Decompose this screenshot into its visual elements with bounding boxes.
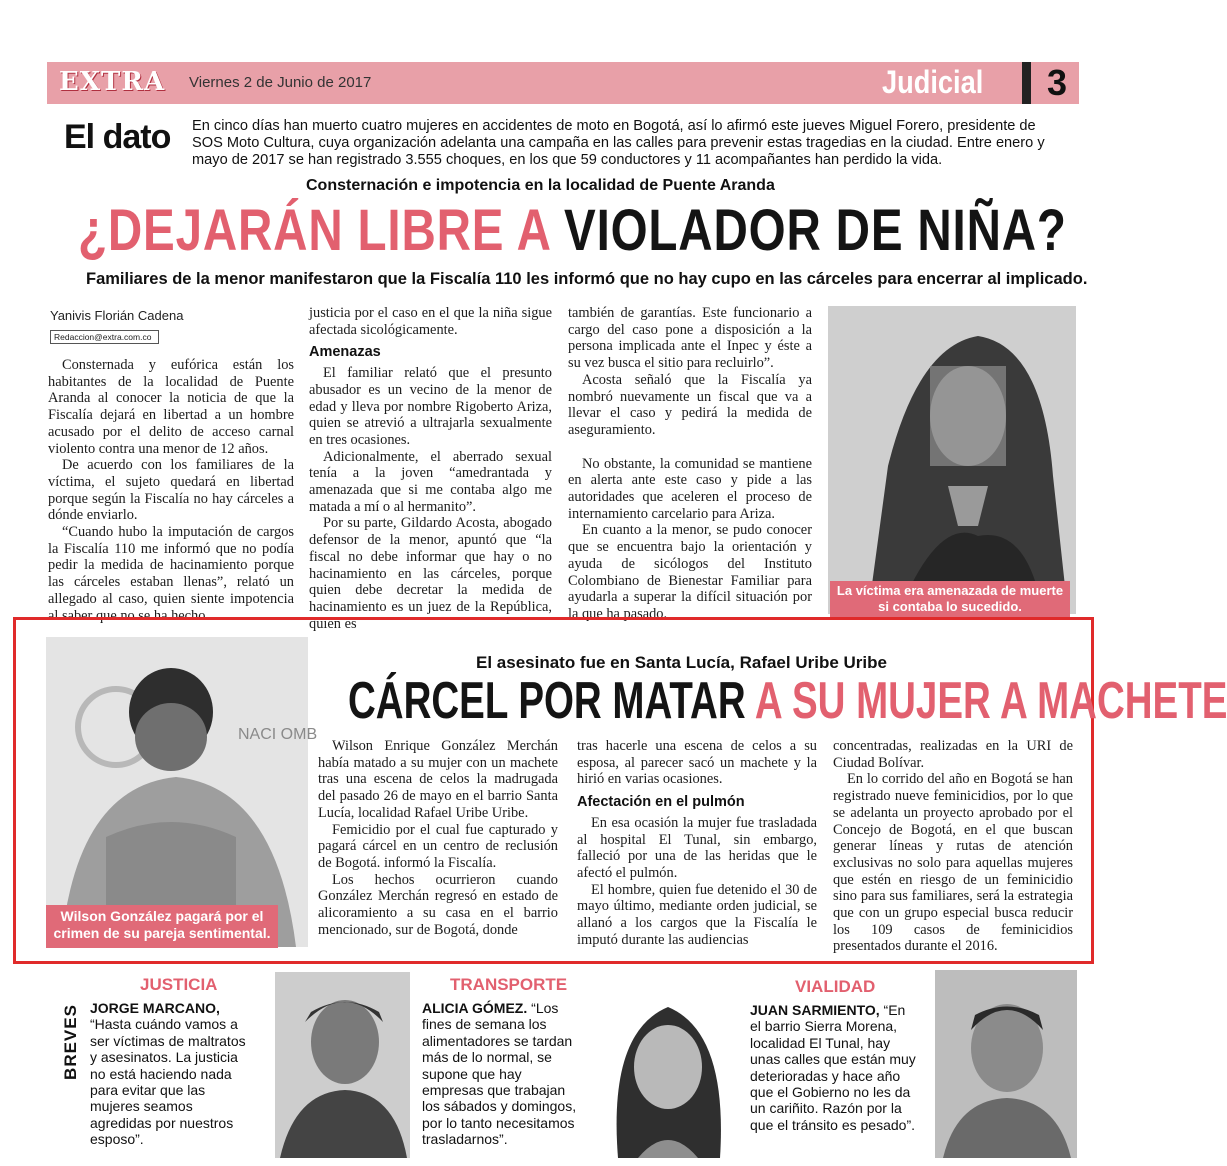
story2-headline bbox=[348, 668, 1227, 734]
breve-item-3: JUAN SARMIENTO, “En el barrio Sierra Morena, localidad El Tunal, hay unas calles que están muy deterioradas y hace año que el Gobierno no les da un cariñito. Razón por la que el tránsito es pesado”. bbox=[750, 1002, 916, 1133]
paragraph: En lo corrido del año en Bogotá se han registrado nueve feminicidios, por lo que se adelanta un proyecto aprobado por el Concejo de Bogotá, en el que buscan generar líneas y rutas de atención exclusivas no solo para aquellas mujeres que estén en riesgo de un feminicidio sino para sus familiares, será la estrategia que con un grupo especial busca reducir los 109 casos de feminicidios presentados durante el 2016. bbox=[833, 771, 1073, 955]
story1-column-2 bbox=[309, 305, 552, 632]
dato-label: El dato bbox=[64, 118, 171, 156]
breve-item-2: ALICIA GÓMEZ. “Los fines de semana los alimentadores se tardan más de lo normal, se supone que hay empresas que trabajan los sábados y domingos, por lo tanto necesitamos trasladarnos”. bbox=[422, 1000, 577, 1148]
photo-wall-sign: NACI OMB bbox=[238, 726, 318, 743]
paragraph: justicia por el caso en el que la niña sigue afectada sicológicamente. bbox=[309, 305, 552, 338]
paragraph: En esa ocasión la mujer fue trasladada al hospital El Tunal, sin embargo, falleció por una de las heridas que le afectó el pulmón. bbox=[577, 814, 817, 881]
paragraph: también de garantías. Este funcionario a cargo del caso pone a disposición a la persona implicada ante el Inpec y éste a su vez busca el sitio para recluirlo”. bbox=[568, 305, 812, 372]
paragraph: Acosta señaló que la Fiscalía ya nombró nuevamente un fiscal que va a llevar el caso y pedirá la medida de aseguramiento. bbox=[568, 371, 812, 438]
breve-photo-1 bbox=[275, 972, 410, 1158]
breve-photo-2 bbox=[598, 972, 738, 1158]
paragraph: El familiar relató que el presunto abusador es un vecino de la menor de edad y lleva por nombre Rigoberto Ariza, quien se atrevió a ultrajarla sexualmente en tres ocasiones. bbox=[309, 365, 552, 448]
story1-headline bbox=[78, 196, 1067, 266]
breve-name: ALICIA GÓMEZ bbox=[422, 1000, 524, 1016]
paragraph: Los hechos ocurrieron cuando González Merchán regresó en estado de alicoramiento a su casa en el barrio mencionado, sur de Bogotá, donde bbox=[318, 871, 558, 938]
section-title: Judicial bbox=[882, 64, 984, 100]
paragraph: Por su parte, Gildardo Acosta, abogado defensor de la menor, apuntó que “la fiscal no debe informar que hay o no hacinamiento en las cárceles, porque quien debe decretar la medida de hacinamiento es un juez de la República, quien es bbox=[309, 515, 552, 632]
suspect-photo bbox=[46, 637, 318, 947]
victim-photo-illustration bbox=[828, 306, 1076, 614]
paragraph: De acuerdo con los familiares de la víctima, el sujeto quedará en libertad porque según la Fiscalía no hay cárceles a dónde enviarlo. bbox=[48, 457, 294, 524]
newspaper-logo: EXTRA bbox=[59, 67, 166, 97]
header-divider bbox=[1022, 62, 1031, 104]
breve-section-vialidad: VIALIDAD bbox=[795, 977, 876, 996]
issue-date: Viernes 2 de Junio de 2017 bbox=[189, 74, 372, 91]
breve-quote: “Hasta cuándo vamos a ser víctimas de maltratos y asesinatos. La justicia no está haciendo nada para evitar que las mujeres seamos agredidas por nuestros esposo”. bbox=[90, 1016, 246, 1148]
story1-headline-part2: VIOLADOR DE NIÑA? bbox=[564, 198, 1067, 263]
story2-column-2 bbox=[577, 738, 817, 953]
breve-photo-3 bbox=[935, 970, 1077, 1158]
breve-name: JUAN SARMIENTO bbox=[750, 1002, 876, 1018]
breves-label bbox=[47, 972, 80, 1158]
story2-column-3 bbox=[833, 738, 1073, 953]
paragraph: No obstante, la comunidad se mantiene en alerta ante este caso y pide a las autoridades que aceleren el proceso de internamiento carcelario para Ariza. bbox=[568, 455, 812, 522]
subhead: Amenazas bbox=[309, 344, 381, 361]
story1-column-3 bbox=[568, 305, 812, 621]
paragraph: Adicionalmente, el aberrado sexual tenía a la joven “amedrantada y amenazada que si me contaba algo me matada a mí o al hermanito”. bbox=[309, 448, 552, 515]
page-header bbox=[47, 62, 1079, 104]
story2-column-1 bbox=[318, 738, 558, 953]
story2-headline-part1: CÁRCEL POR MATAR bbox=[348, 672, 746, 730]
suspect-photo-caption: Wilson González pagará por el crimen de su pareja sentimental. bbox=[46, 905, 278, 948]
byline: Yanivis Florián Cadena bbox=[50, 308, 184, 323]
paragraph: Consternada y eufórica están los habitantes de la localidad de Puente Aranda al conocer la noticia de que la Fiscalía dejará en libertad a un hombre acusado por el delito de acceso carnal violento contra una menor de 12 años. bbox=[48, 357, 294, 457]
breve-photo-1-illustration bbox=[275, 972, 410, 1158]
suspect-photo-illustration bbox=[46, 637, 318, 947]
breve-section-justicia: JUSTICIA bbox=[140, 975, 218, 994]
story1-headline-part1: ¿DEJARÁN LIBRE A bbox=[78, 198, 550, 263]
victim-photo bbox=[828, 306, 1076, 614]
breve-quote: “En el barrio Sierra Morena, localidad El Tunal, hay unas calles que están muy deterioradas y hace año que el Gobierno no les da un cariñito. Razón por la que el tránsito es pesado”. bbox=[750, 1002, 916, 1133]
dato-text: En cinco días han muerto cuatro mujeres en accidentes de moto en Bogotá, así lo afirmó este jueves Miguel Forero, presidente de SOS Moto Cultura, cuya organización adelanta una campaña en las calles para prevenir estas tragedias en la ciudad. Entre enero y mayo de 2017 se han registrado 3.555 choques, en los que 59 conductores y 11 acompañantes han perdido la vida. bbox=[192, 118, 1045, 168]
page-number: 3 bbox=[1047, 62, 1068, 103]
story1-column-1 bbox=[48, 357, 294, 624]
breve-quote: “Los fines de semana los alimentadores se tardan más de lo normal, se supone que hay empresas que trabajan los sábados y domingos, por lo tanto necesitamos trasladarnos”. bbox=[422, 1000, 577, 1148]
victim-photo-caption: La víctima era amenazada de muerte si contaba lo sucedido. bbox=[830, 581, 1070, 619]
breve-section-transporte: TRANSPORTE bbox=[450, 975, 568, 994]
story2-kicker: El asesinato fue en Santa Lucía, Rafael Uribe Uribe bbox=[476, 653, 887, 672]
paragraph: Femicidio por el cual fue capturado y pagará cárcel en un centro de reclusión de Bogotá. informó la Fiscalía. bbox=[318, 821, 558, 871]
story1-kicker: Consternación e impotencia en la localidad de Puente Aranda bbox=[306, 177, 775, 194]
breves-label-text: BREVES bbox=[60, 1004, 80, 1080]
paragraph: “Cuando hubo la imputación de cargos la Fiscalía 110 me informó que no podía pedir la medida de hacinamiento porque las cárceles estaban llenas”, relató un allegado al caso, quien siente impotencia al saber que no se ha hecho bbox=[48, 524, 294, 624]
story2-headline-part2: A SU MUJER A MACHETE bbox=[754, 672, 1227, 730]
paragraph: El hombre, quien fue detenido el 30 de mayo último, mediante orden judicial, se allanó a los cargos que la Fiscalía le imputó durante las audiencias bbox=[577, 881, 817, 948]
story1-deck: Familiares de la menor manifestaron que la Fiscalía 110 les informó que no hay cupo en las cárceles para encerrar al implicado. bbox=[86, 270, 1088, 288]
paragraph: Wilson Enrique González Merchán había matado a su mujer con un machete tras una escena de celos la madrugada del pasado 26 de mayo en el barrio Santa Lucía, localidad Rafael Uribe Uribe. bbox=[318, 738, 558, 821]
breve-photo-2-illustration bbox=[598, 972, 738, 1158]
subhead: Afectación en el pulmón bbox=[577, 794, 745, 811]
breve-photo-3-illustration bbox=[935, 970, 1077, 1158]
breve-item-1: JORGE MARCANO, “Hasta cuándo vamos a ser víctimas de maltratos y asesinatos. La justicia no está haciendo nada para evitar que las mujeres seamos agredidas por nuestros esposo”. bbox=[90, 1000, 246, 1148]
paragraph: En cuanto a la menor, se pudo conocer que se encuentra bajo la orientación y ayuda de sicólogos del Instituto Colombiano de Bienestar Familiar para ayudarla a superar la difícil situación por la que ha pasado. bbox=[568, 522, 812, 622]
paragraph: tras hacerle una escena de celos a su esposa, al parecer sacó un machete y la hirió en varias ocasiones. bbox=[577, 738, 817, 788]
byline-email: Redaccion@extra.com.co bbox=[50, 330, 159, 344]
breve-name: JORGE MARCANO bbox=[90, 1000, 217, 1016]
paragraph: concentradas, realizadas en la URI de Ciudad Bolívar. bbox=[833, 738, 1073, 771]
